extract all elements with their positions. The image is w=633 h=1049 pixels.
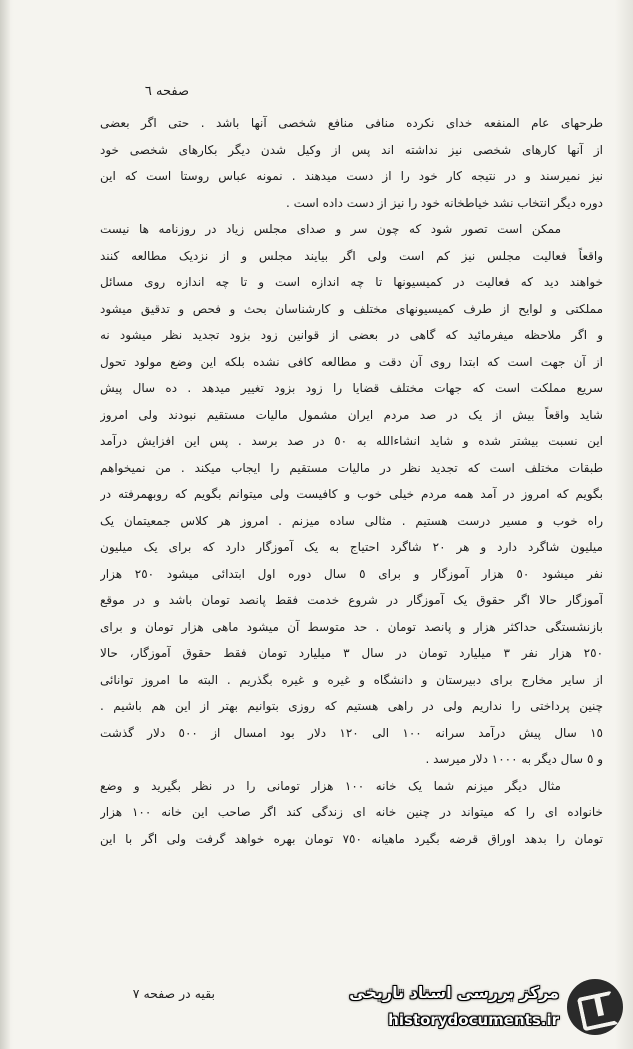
archive-logo-icon xyxy=(567,979,623,1035)
text-line: مملکتی و لوایح از طرف کمیسیونهای مختلف و کارشناسان بحث و فحص و تدقیق میشود xyxy=(100,301,603,316)
page-edge-shadow xyxy=(0,0,10,1049)
text-line: مثال دیگر میزنم شما یک خانه ١٠٠ هزار تومانی را در نظر بگیرید و وضع xyxy=(100,778,561,793)
text-line: از آنها کارهای شخصی نیز نداشته اند پس از وکیل شدن دیگر بکارهای شخصی خود xyxy=(100,142,603,157)
text-line: و ٥ سال دیگر به ١٠٠٠ دلار میرسد . xyxy=(425,752,603,766)
text-line: خانواده ای را که میتواند در چنین خانه ای زندگی کند اگر صاحب این خانه ١٠٠ هزار xyxy=(100,805,603,819)
text-line: میلیون شاگرد دارد و هر ٢٠ شاگرد احتیاج به یک آموزگار دارد که برای یک میلیون xyxy=(100,540,603,554)
watermark-title: مرکز بررسی اسناد تاریخی xyxy=(349,983,559,1002)
text-line: طبقات مختلف است که تجدید نظر در مالیات مستقیم را ایجاب میکند . من نمیخواهم xyxy=(100,460,603,475)
text-line: نفر میشود ٥٠ هزار آموزگار و برای ٥ سال دوره اول ابتدائی میشود ٢٥٠ هزار xyxy=(100,566,603,581)
body-text xyxy=(100,110,603,852)
text-line: این نسبت بیشتر شده و شاید انشاءالله به ٥٠ در صد برسد . پس این افزایش درآمد xyxy=(100,434,603,448)
text-line: دوره دیگر انتخاب نشد خیاطخانه خود را نیز از دست داده است . xyxy=(286,195,603,210)
text-line: از آن جهت است که ابتدا روی آن دقت و مطالعه کافی نشده بلکه این وضع مولود تحول xyxy=(100,354,603,369)
text-line: از سایر مخارج برای دبیرستان و دانشگاه و غیره و غیره بگذریم . البته ما امروز توانائی xyxy=(100,672,603,687)
text-line: تومان را بدهد اوراق قرضه بگیرد ماهیانه ٧٥٠ تومان بهره خواهد گرفت ولی اگر با این xyxy=(100,831,603,846)
text-line: ٢٥٠ هزار نفر ٣ میلیارد تومان در سال ٣ میلیارد تومان فقط حقوق آموزگار، حالا xyxy=(100,646,603,660)
text-line: ممکن است تصور شود که چون سر و صدای مجلس زیاد در روزنامه ها نیست xyxy=(100,222,561,236)
page-number-label: صفحه ٦ xyxy=(144,84,189,99)
text-line: بگویم که امروز در آمد همه مردم خیلی خوب و کافیست ولی میتوانم بگویم که روبهمرفته در xyxy=(100,487,603,501)
text-line: طرحهای عام المنفعه خدای نکرده منافی منافع شخصی آنها باشد . حتی اگر بعضی xyxy=(100,116,603,130)
text-line: راه خوب و مسیر درست هستیم . مثالی ساده میزنم . امروز هر کلاس جمعیتمان یک xyxy=(100,513,603,528)
text-line: و اگر ملاحظه میفرمائید که گاهی در بعضی از قوانین زود بزود تجدید نظر میشود نه xyxy=(100,328,603,342)
watermark-url: historydocuments.ir xyxy=(388,1011,559,1029)
text-line: بازنشستگی حداکثر هزار و پانصد تومان . حد متوسط آن میشود ماهی هزار تومان و برای xyxy=(100,619,603,634)
text-line: خواهند دید که فعالیت در کمیسیونها تا چه اندازه است و تا چه اندازه روی مسائل xyxy=(100,275,603,289)
continued-on-page-note: بقیه در صفحه ٧ xyxy=(132,986,215,1001)
text-line: ١٥ سال پیش درآمد سرانه ١٠٠ الی ١٢٠ دلار بود امسال از ٥٠٠ دلار گذشت xyxy=(100,725,603,740)
text-line: واقعاً فعالیت مجلس نیز کم است ولی اگر بیایند مجلس و از نزدیک مطالعه کنند xyxy=(100,248,603,263)
text-line: چنین پرداختی را نداریم ولی در راهی هستیم که روزی بتوانیم بهتر از این هم باشیم . xyxy=(100,699,603,713)
text-line: شاید واقعاً بیش از یک در صد مردم ایران مشمول مالیات مستقیم نبودند ولی امروز xyxy=(100,407,603,422)
text-line: آموزگار حالا اگر حقوق یک آموزگار در شروع خدمت فقط پانصد تومان باشد و در موقع xyxy=(100,593,603,607)
text-line: سریع مملکت است که جهات مختلف قضایا را زود بزود تغییر میدهد . ده سال پیش xyxy=(100,381,603,395)
watermark xyxy=(349,973,629,1045)
text-line: نیز نمیرسند و در نتیجه کار خود را از دست میدهند . نمونه عباس روستا است که این xyxy=(100,169,603,183)
